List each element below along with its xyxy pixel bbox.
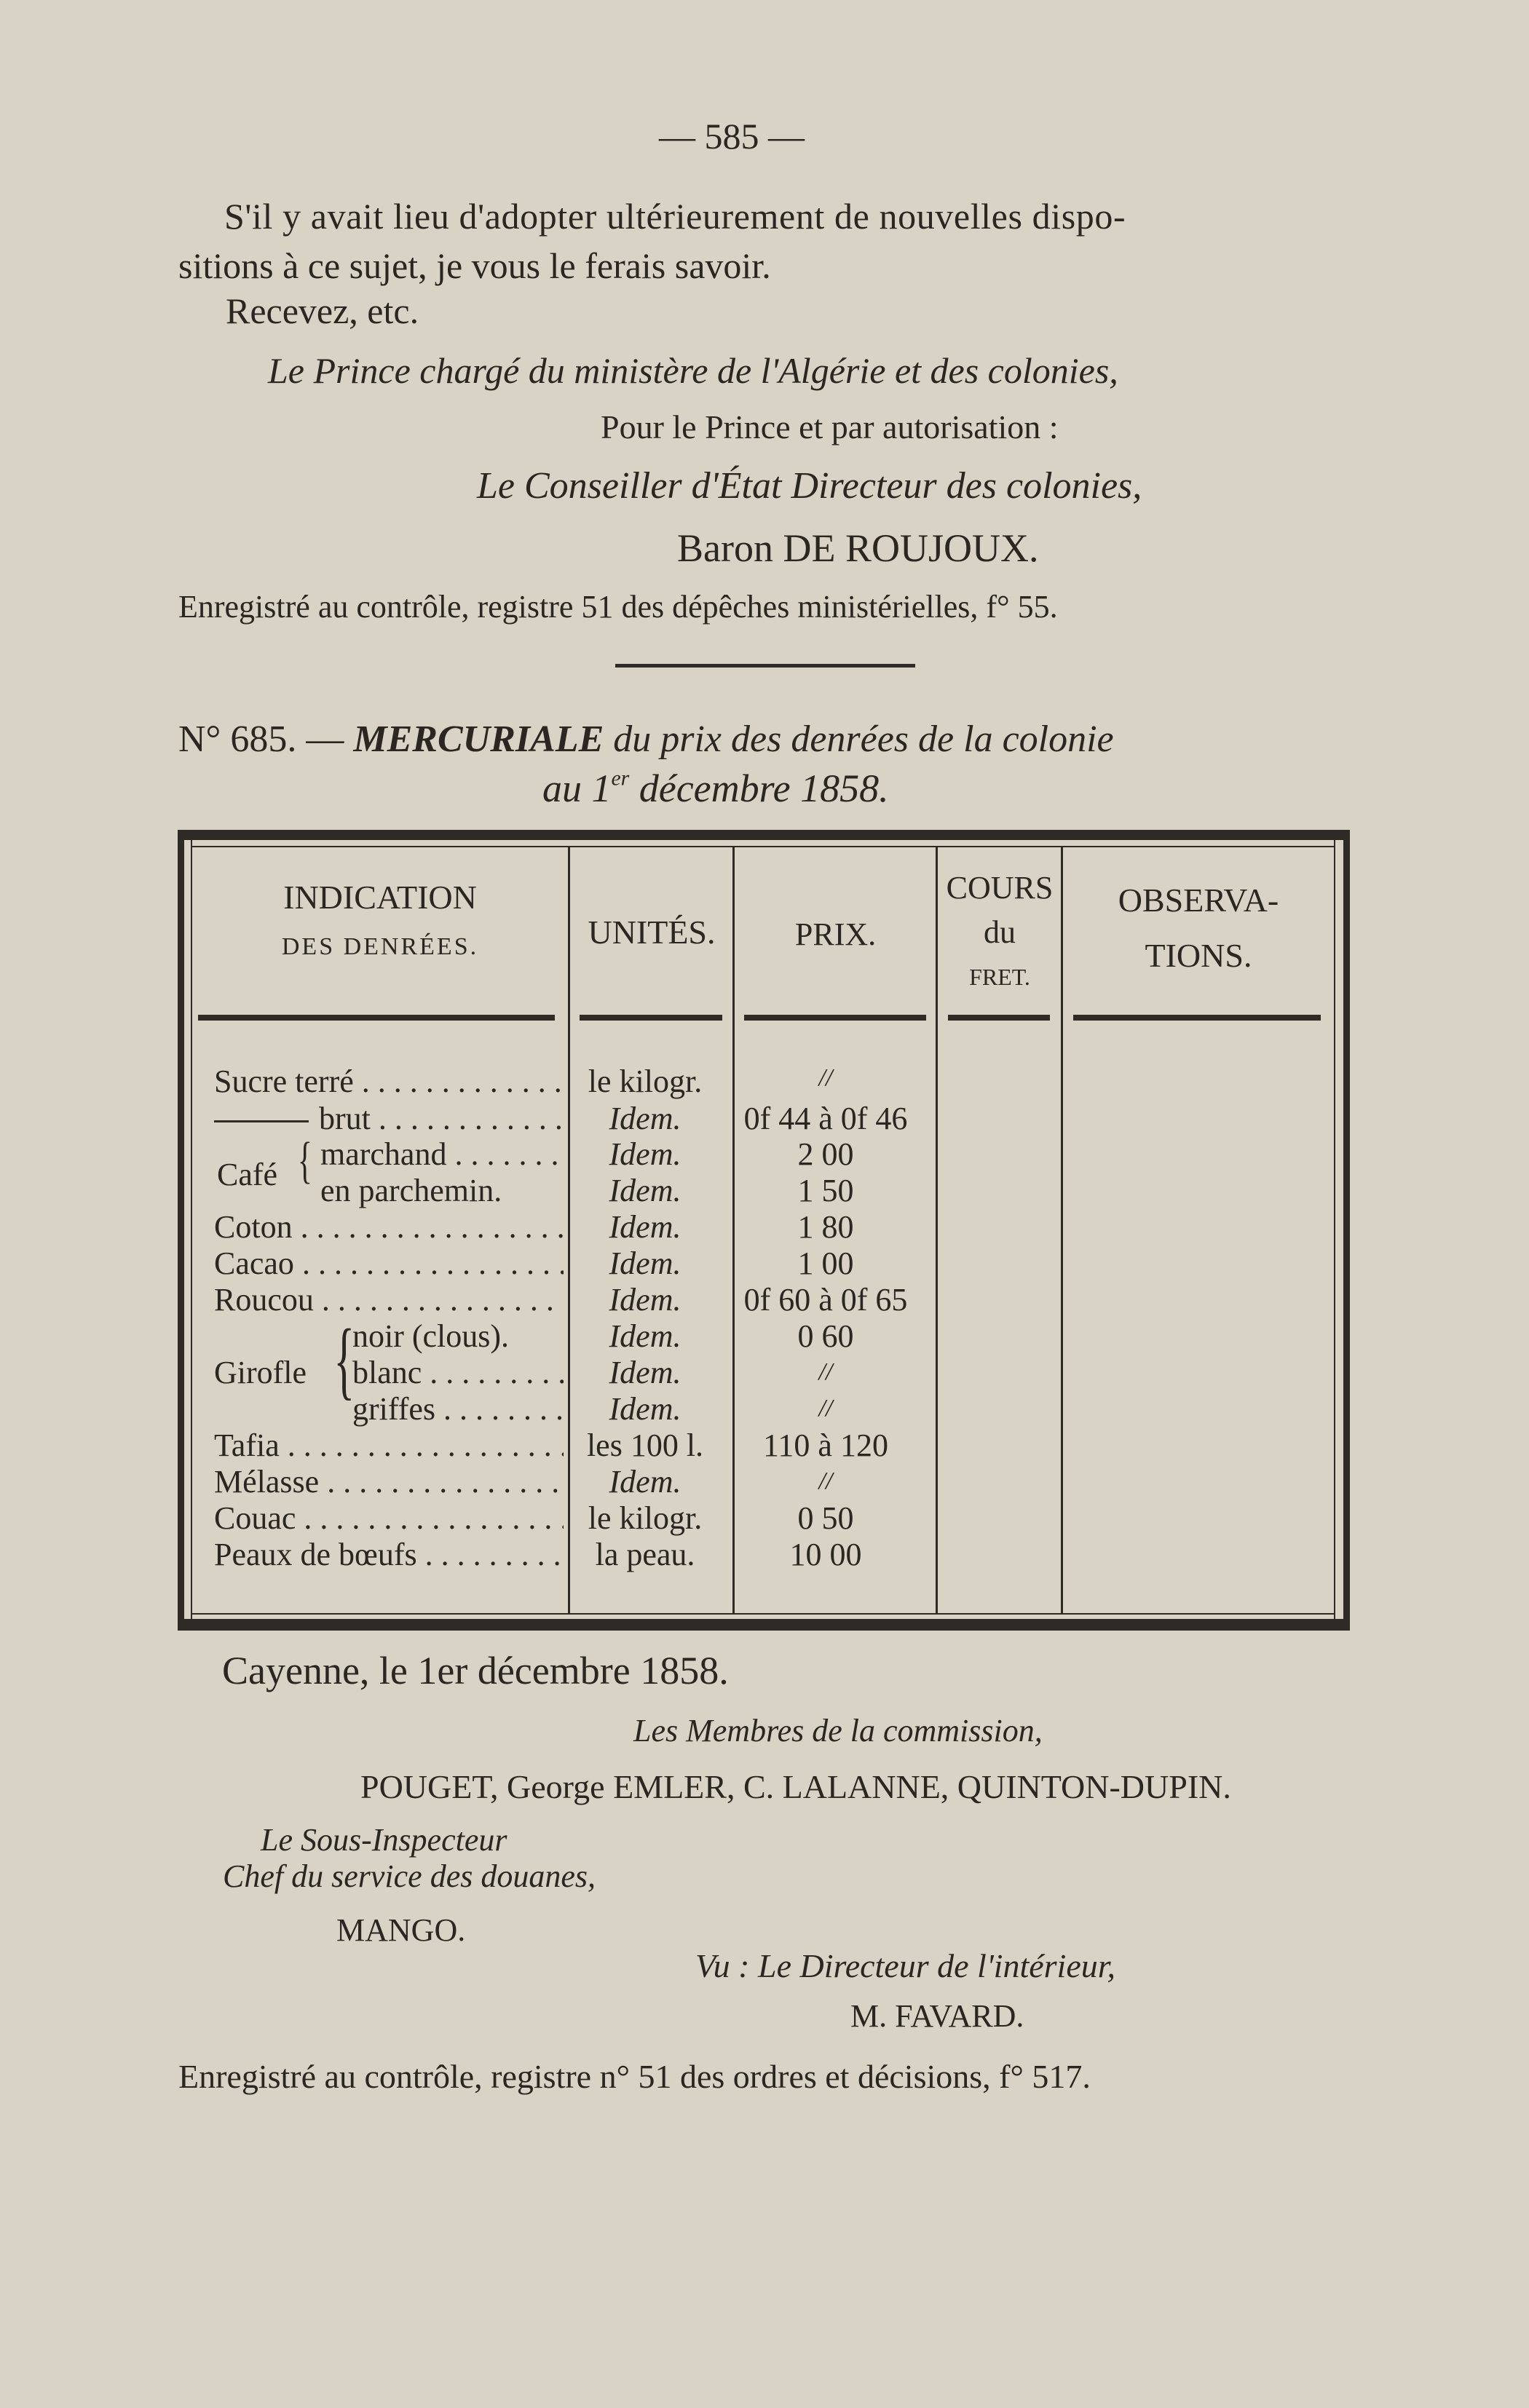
header-cours-du-fret — [939, 868, 1061, 991]
heading-dash: — — [306, 718, 344, 760]
intro-line-3: Recevez, etc. — [226, 290, 419, 331]
document-number: N° 685. — [178, 718, 297, 760]
row-unit-couac: le kilogr. — [588, 1500, 703, 1536]
date-rest: décembre 1858. — [639, 767, 889, 810]
table-frame-right — [1343, 830, 1350, 1631]
header-observa: OBSERVA- — [1118, 882, 1279, 919]
page-number: — 585 — — [659, 116, 805, 157]
row-unit-girofle-blanc: Idem. — [609, 1355, 681, 1390]
row-unit-coton: Idem. — [609, 1209, 681, 1245]
header-unites: UNITÉS. — [588, 914, 716, 951]
baron-name: Baron DE ROUJOUX. — [677, 526, 1039, 570]
sous-inspecteur-line-1: Le Sous-Inspecteur — [261, 1822, 507, 1858]
header-indication-line1: INDICATION — [283, 879, 477, 916]
row-unit-melasse: Idem. — [609, 1464, 681, 1500]
row-label-cafe-parchemin: en parchemin. — [320, 1173, 502, 1208]
brace-girofle: { — [333, 1311, 355, 1408]
date-prefix: au 1 — [542, 767, 612, 810]
row-label-brut: brut . . . — [214, 1103, 564, 1135]
row-group-girofle: Girofle — [214, 1355, 307, 1390]
row-unit-cacao: Idem. — [609, 1245, 681, 1281]
row-prix-brut: 0f 44 à 0f 46 — [743, 1101, 908, 1136]
header-rule-2 — [580, 1015, 722, 1021]
header-rule-4 — [948, 1015, 1050, 1021]
row-label-cafe-marchand: marchand . . . — [320, 1138, 564, 1171]
header-fret: FRET. — [969, 964, 1030, 990]
row-label-melasse: Mélasse . . . — [214, 1466, 564, 1498]
row-unit-tafia: les 100 l. — [586, 1427, 704, 1463]
row-label-cacao: Cacao . . . — [214, 1248, 564, 1280]
header-rule-3 — [744, 1015, 926, 1021]
date-sup: er — [611, 767, 630, 791]
intro-line-1: S'il y avait lieu d'adopter ultérieurement de nouvelles dispo- — [224, 196, 1126, 237]
row-label-roucou: Roucou . . . — [214, 1284, 564, 1316]
row-prix-girofle-griffes: // — [818, 1395, 833, 1422]
vu-directeur: Vu : Le Directeur de l'intérieur, — [695, 1947, 1116, 1984]
row-unit-girofle-noir: Idem. — [609, 1318, 681, 1354]
row-label-tafia: Tafia . . . — [214, 1430, 564, 1462]
row-prix-sucre-terre: // — [818, 1064, 833, 1091]
ditto-rule — [214, 1120, 309, 1122]
row-label-sucre-terre: Sucre terré . . . — [214, 1066, 564, 1098]
header-observations — [1064, 879, 1333, 976]
authorization-line: Pour le Prince et par autorisation : — [601, 408, 1059, 445]
row-prix-girofle-noir: 0 60 — [797, 1318, 854, 1354]
mercuriale-heading — [178, 718, 1114, 760]
col-sep-3 — [936, 846, 938, 1615]
row-unit-peaux: la peau. — [595, 1537, 695, 1572]
row-label-peaux: Peaux de bœufs . . . — [214, 1539, 564, 1571]
mercuriale-subtitle: du prix des denrées de la colonie — [613, 718, 1114, 760]
row-prix-couac: 0 50 — [797, 1500, 854, 1536]
row-label-girofle-blanc: blanc . . . — [352, 1357, 564, 1389]
row-prix-roucou: 0f 60 à 0f 65 — [743, 1282, 908, 1318]
mercuriale-table — [178, 830, 1350, 1631]
row-prix-cafe-parchemin: 1 50 — [797, 1173, 854, 1208]
commission-members-label: Les Membres de la commission, — [633, 1713, 1043, 1748]
row-unit-roucou: Idem. — [609, 1282, 681, 1318]
sous-inspecteur-line-2: Chef du service des douanes, — [223, 1858, 596, 1894]
row-label-girofle-noir: noir (clous). — [352, 1318, 510, 1354]
row-prix-peaux: 10 00 — [789, 1537, 862, 1572]
mango-signature: MANGO. — [336, 1912, 466, 1948]
commission-signatories: POUGET, George EMLER, C. LALANNE, QUINTON-DUPIN. — [360, 1768, 1231, 1805]
header-du: du — [984, 914, 1016, 950]
header-indication-line2: DES DENRÉES. — [281, 932, 479, 960]
registration-note-1: Enregistré au contrôle, registre 51 des dépêches ministérielles, f° 55. — [178, 589, 1058, 625]
row-group-cafe: Café — [217, 1157, 278, 1192]
row-label-girofle-griffes: griffes . . . — [352, 1393, 564, 1425]
mercuriale-date — [542, 769, 889, 808]
header-tions: TIONS. — [1145, 936, 1252, 974]
label-column — [178, 830, 564, 1631]
brace-cafe: { — [297, 1133, 312, 1189]
row-prix-cafe-marchand: 2 00 — [797, 1136, 854, 1172]
prince-signature: Le Prince chargé du ministère de l'Algérie et des colonies, — [268, 350, 1118, 391]
row-unit-girofle-griffes: Idem. — [609, 1391, 681, 1427]
row-unit-brut: Idem. — [609, 1101, 681, 1136]
row-prix-cacao: 1 00 — [797, 1245, 854, 1281]
mercuriale-title: MERCURIALE — [353, 718, 604, 760]
row-prix-tafia: 110 à 120 — [763, 1427, 888, 1463]
row-prix-coton: 1 80 — [797, 1209, 854, 1245]
row-label-couac: Couac . . . — [214, 1502, 564, 1534]
table-frame-right-inner — [1334, 840, 1335, 1619]
registration-note-2: Enregistré au contrôle, registre n° 51 des ordres et décisions, f° 517. — [178, 2058, 1091, 2095]
place-and-date: Cayenne, le 1er décembre 1858. — [222, 1649, 729, 1692]
favard-signature: M. FAVARD. — [850, 1998, 1024, 2034]
header-prix: PRIX. — [794, 916, 877, 952]
row-unit-cafe-marchand: Idem. — [609, 1136, 681, 1172]
section-divider — [615, 664, 915, 668]
col-sep-4 — [1061, 846, 1063, 1615]
row-unit-sucre-terre: le kilogr. — [588, 1064, 703, 1099]
row-prix-melasse: // — [818, 1468, 833, 1494]
intro-line-2: sitions à ce sujet, je vous le ferais savoir. — [178, 245, 771, 286]
row-label-coton: Coton . . . — [214, 1211, 564, 1243]
conseiller-signature: Le Conseiller d'État Directeur des colonies, — [477, 465, 1142, 507]
row-prix-girofle-blanc: // — [818, 1358, 833, 1385]
header-rule-5 — [1073, 1015, 1321, 1021]
header-cours: COURS — [946, 870, 1054, 906]
row-unit-cafe-parchemin: Idem. — [609, 1173, 681, 1208]
